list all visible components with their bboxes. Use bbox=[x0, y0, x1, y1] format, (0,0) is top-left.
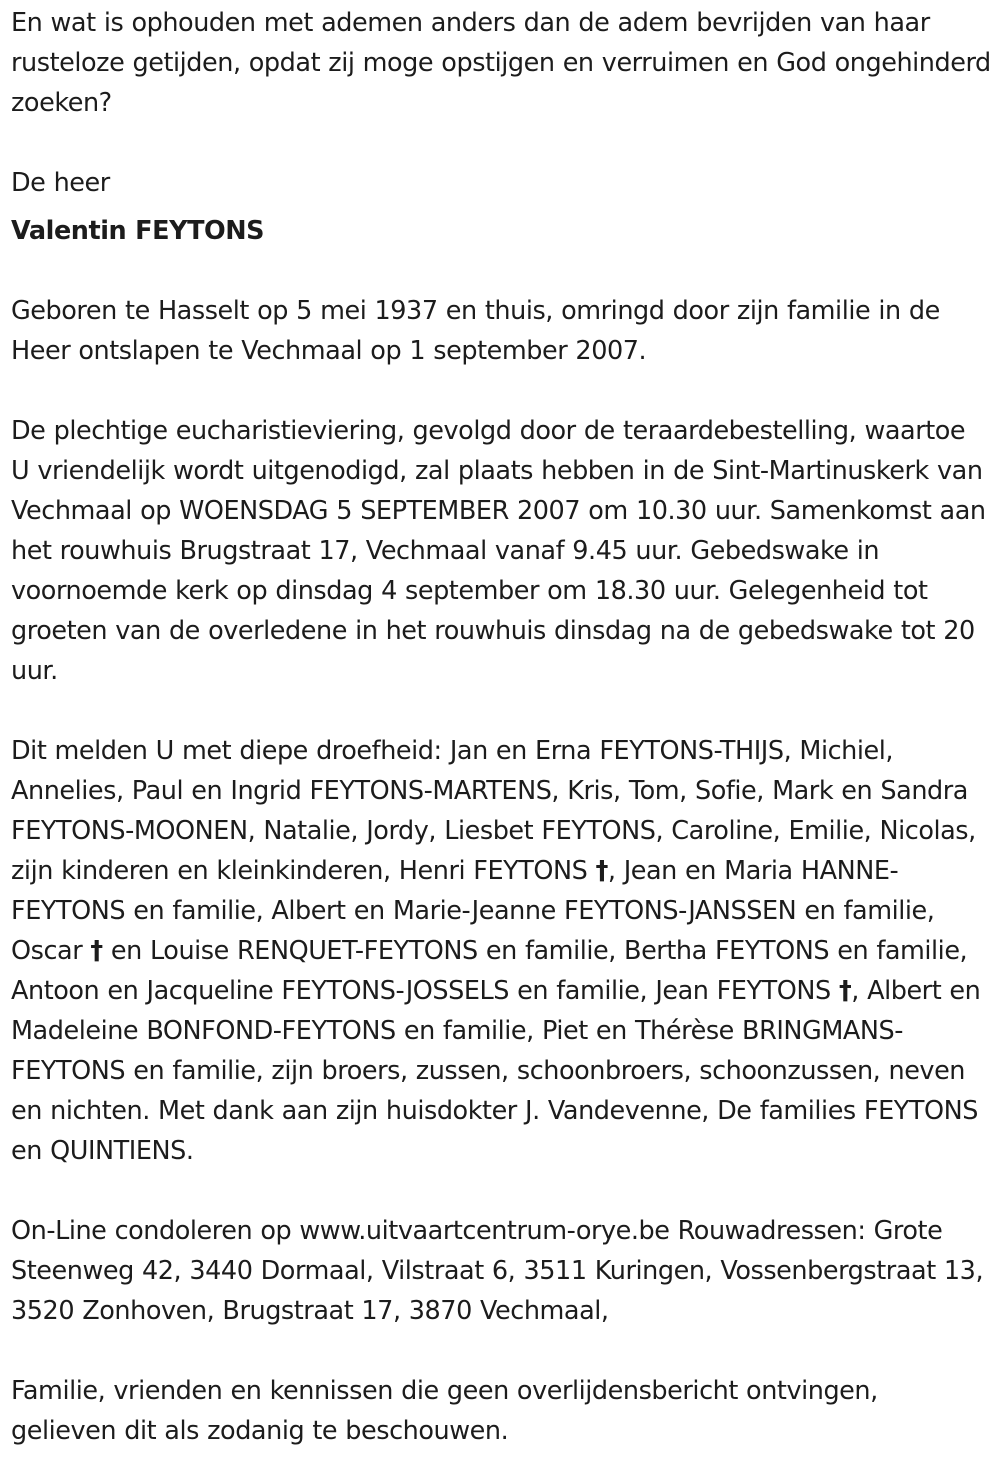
birth-death-paragraph: Geboren te Hasselt op 5 mei 1937 en thuis, omringd door zijn familie in de Heer ontslapen te Vechmaal op 1 september 2007. bbox=[11, 296, 940, 366]
ceremony-paragraph: De plechtige eucharistieviering, gevolgd door de teraardebestelling, waartoe U vriendelijk wordt uitgenodigd, zal plaats hebben in de Sint-Martinuskerk van Vechmaal op WOENSDAG 5 SEPTEMBER 2007 om 10.30 uur. Samenkomst aan het rouwhuis Brugstraat 17, Vechmaal vanaf 9.45 uur. Gebedswake in voornoemde kerk op dinsdag 4 september om 18.30 uur. Gelegenheid tot groeten van de overledene in het rouwhuis dinsdag na de gebedswake tot 20 uur. bbox=[11, 416, 986, 686]
family-text-1: Dit melden U met diepe droefheid: Jan en Erna FEYTONS-THIJS, Michiel, Annelies, Paul en Ingrid FEYTONS-MARTENS, Kris, Tom, Sofie, Mark en Sandra FEYTONS-MOONEN, Natalie, Jordy, Liesbet FEYTONS, Caroline, Emilie, Nicolas, zijn kinderen en kleinkinderen, Henri FEYTONS bbox=[11, 736, 976, 886]
family-paragraph bbox=[11, 731, 991, 1171]
family-text-2: , Jean en Maria HANNE-FEYTONS en familie, Albert en Marie-Jeanne FEYTONS-JANSSEN en familie, Oscar bbox=[11, 856, 935, 966]
cross-icon: † bbox=[838, 976, 852, 1006]
family-text-4: , Albert en Madeleine BONFOND-FEYTONS en familie, Piet en Thérèse BRINGMANS-FEYTONS en familie, zijn broers, zussen, schoonbroers, schoonzussen, neven en nichten. Met dank aan zijn huisdokter J. Vandevenne, De families FEYTONS en QUINTIENS. bbox=[11, 976, 981, 1166]
deceased-name: Valentin FEYTONS bbox=[11, 216, 265, 246]
condolences-paragraph: On-Line condoleren op www.uitvaartcentrum-orye.be Rouwadressen: Grote Steenweg 42, 3440 Dormaal, Vilstraat 6, 3511 Kuringen, Vossenbergstraat 13, 3520 Zonhoven, Brugstraat 17, 3870 Vechmaal, bbox=[11, 1216, 984, 1326]
death-notice bbox=[11, 3, 991, 1451]
cross-icon: † bbox=[90, 936, 103, 966]
opening-quote: En wat is ophouden met ademen anders dan de adem bevrijden van haar rusteloze getijden, opdat zij moge opstijgen en verruimen en God ongehinderd zoeken? bbox=[11, 8, 991, 118]
family-text-3: en Louise RENQUET-FEYTONS en familie, Bertha FEYTONS en familie, Antoon en Jacqueline FEYTONS-JOSSELS en familie, Jean FEYTONS bbox=[11, 936, 968, 1006]
cross-icon: † bbox=[595, 856, 608, 886]
closing-paragraph: Familie, vrienden en kennissen die geen overlijdensbericht ontvingen, gelieven dit als zodanig te beschouwen. bbox=[11, 1376, 878, 1446]
salutation: De heer bbox=[11, 168, 110, 198]
